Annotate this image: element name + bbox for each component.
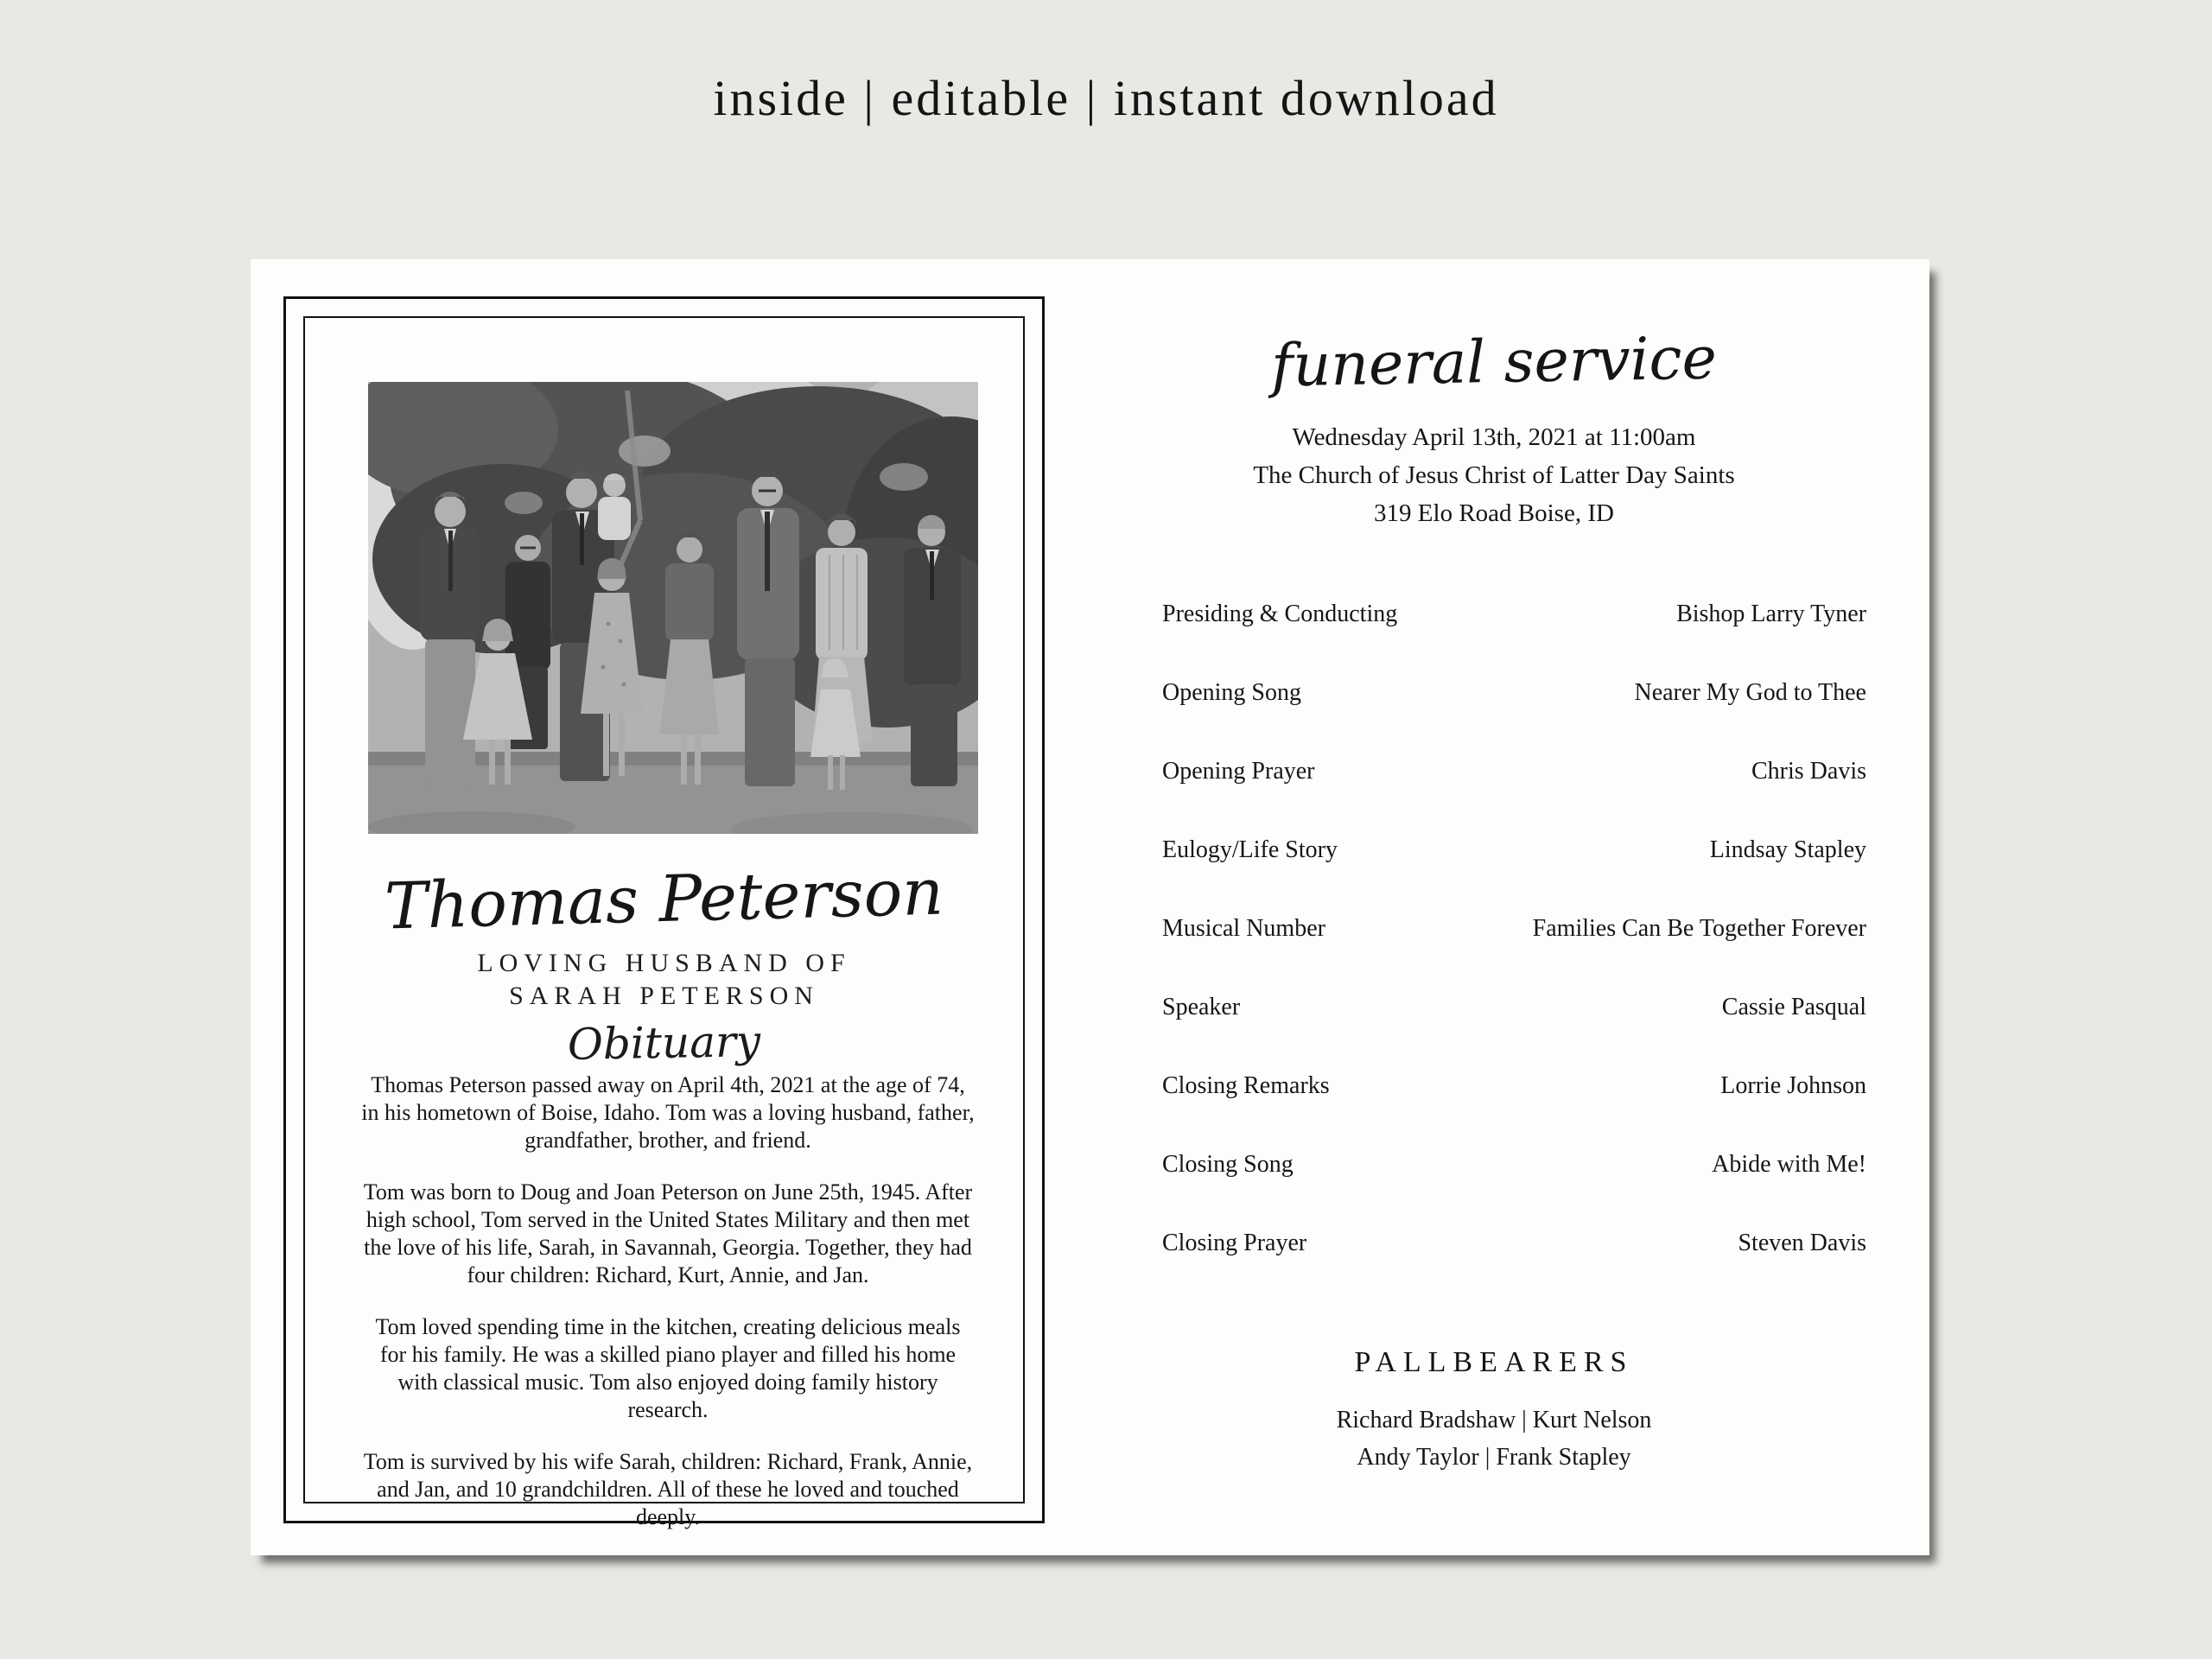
deceased-subtitle bbox=[283, 947, 1045, 1013]
program-row bbox=[1162, 679, 1866, 705]
program-row bbox=[1162, 994, 1866, 1020]
subtitle-line-2: SARAH PETERSON bbox=[509, 982, 819, 1010]
program-value: Nearer My God to Thee bbox=[1634, 679, 1866, 706]
listing-banner-text: inside | editable | instant download bbox=[713, 70, 1499, 126]
program-row bbox=[1162, 915, 1866, 941]
program-label: Closing Song bbox=[1162, 1151, 1294, 1178]
service-address: 319 Elo Road Boise, ID bbox=[1374, 499, 1614, 527]
program-value: Lindsay Stapley bbox=[1709, 836, 1866, 863]
program-value: Cassie Pasqual bbox=[1721, 994, 1866, 1020]
program-row bbox=[1162, 1151, 1866, 1177]
program-label: Closing Prayer bbox=[1162, 1230, 1307, 1256]
pallbearers-names bbox=[1058, 1402, 1929, 1476]
pallbearers-line-2: Andy Taylor | Frank Stapley bbox=[1357, 1444, 1631, 1471]
program-label: Opening Song bbox=[1162, 679, 1301, 706]
program-value: Families Can Be Together Forever bbox=[1532, 915, 1866, 942]
obituary-paragraph: Thomas Peterson passed away on April 4th, 2021 at the age of 74, in his hometown of Boise, Idaho. Tom was a loving husband, father, grandfather, brother, and friend. bbox=[361, 1072, 975, 1153]
program-value: Lorrie Johnson bbox=[1720, 1072, 1866, 1099]
family-photo-illustration bbox=[368, 382, 978, 834]
family-photo bbox=[368, 382, 978, 834]
program-card bbox=[251, 259, 1929, 1555]
program-label: Presiding & Conducting bbox=[1162, 601, 1398, 627]
service-datetime: Wednesday April 13th, 2021 at 11:00am bbox=[1292, 423, 1696, 451]
obituary-paragraph: Tom was born to Doug and Joan Peterson on June 25th, 1945. After high school, Tom served in the United States Military and then met the love of his life, Sarah, in Savannah, Georgia. Together, they had four children: Richard, Kurt, Annie, and Jan. bbox=[363, 1179, 973, 1287]
funeral-service-heading: funeral service bbox=[1270, 324, 1718, 401]
program-value: Steven Davis bbox=[1738, 1230, 1866, 1256]
program-row bbox=[1162, 1072, 1866, 1098]
program-row bbox=[1162, 1230, 1866, 1255]
obituary-paragraph: Tom is survived by his wife Sarah, children: Richard, Frank, Annie, and Jan, and 10 grandchildren. All of these he loved and touched deeply. bbox=[363, 1449, 973, 1529]
pallbearers-heading: PALLBEARERS bbox=[1354, 1346, 1634, 1378]
subtitle-line-1: LOVING HUSBAND OF bbox=[477, 949, 851, 977]
program-label: Closing Remarks bbox=[1162, 1072, 1330, 1099]
program-value: Chris Davis bbox=[1751, 758, 1866, 785]
pallbearers-line-1: Richard Bradshaw | Kurt Nelson bbox=[1336, 1407, 1652, 1433]
obituary-heading: Obituary bbox=[567, 1016, 761, 1070]
obituary-paragraph: Tom loved spending time in the kitchen, creating delicious meals for his family. He was a skilled piano player and filled his home with classical music. Tom also enjoyed doing family history research. bbox=[375, 1314, 961, 1422]
program-label: Eulogy/Life Story bbox=[1162, 836, 1338, 863]
program-row bbox=[1162, 758, 1866, 784]
program-label: Musical Number bbox=[1162, 915, 1325, 942]
service-program-list bbox=[1162, 601, 1866, 1308]
program-row bbox=[1162, 601, 1866, 626]
program-row bbox=[1162, 836, 1866, 862]
program-value: Abide with Me! bbox=[1712, 1151, 1866, 1178]
program-label: Speaker bbox=[1162, 994, 1241, 1020]
program-label: Opening Prayer bbox=[1162, 758, 1315, 785]
service-details bbox=[1058, 418, 1929, 532]
obituary-text bbox=[361, 1071, 975, 1555]
deceased-name: Thomas Peterson bbox=[384, 855, 944, 944]
program-value: Bishop Larry Tyner bbox=[1676, 601, 1866, 627]
service-location: The Church of Jesus Christ of Latter Day Saints bbox=[1253, 461, 1735, 489]
